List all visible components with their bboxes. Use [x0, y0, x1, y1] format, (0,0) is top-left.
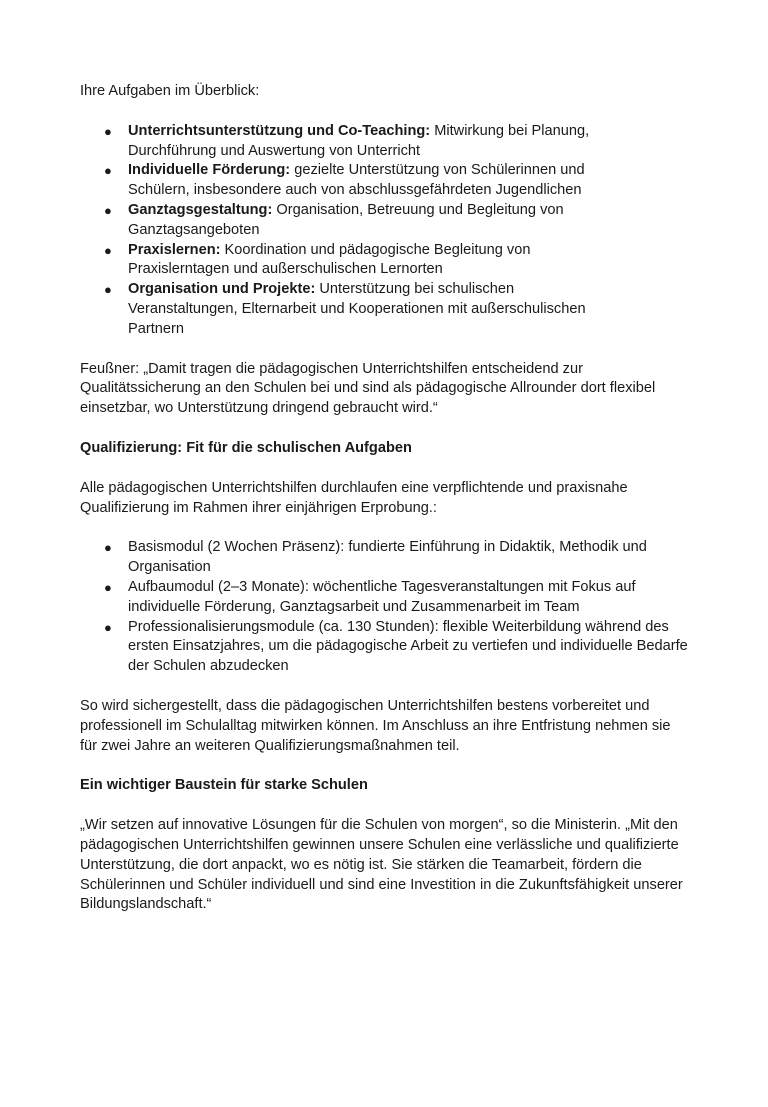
module-text: Aufbaumodul (2–3 Monate): wöchentliche Tagesveranstaltungen mit Fokus auf individuelle Förderung, Ganztagsarbeit und Zusammenarbeit im Team	[128, 578, 636, 615]
summary-paragraph: So wird sichergestellt, dass die pädagogischen Unterrichtshilfen bestens vorbereitet und professionell im Schulalltag mitwirken können. Im Anschluss an ihre Entfristung nehmen sie für zwei Jahre an weiteren Qualifizierungsmaßnahmen teil.	[80, 697, 671, 754]
list-item	[80, 241, 690, 281]
task-title: Individuelle Förderung:	[128, 162, 291, 179]
task-list	[80, 122, 690, 340]
list-item	[80, 201, 690, 241]
task-text: gezielte Unterstützung von Schülerinnen und Schülern, insbesondere auch von abschlussgefährdeten Jugendlichen	[128, 162, 585, 199]
qualification-paragraph: Alle pädagogischen Unterrichtshilfen durchlaufen eine verpflichtende und praxisnahe Qualifizierung im Rahmen ihrer einjährigen Erprobung.:	[80, 479, 628, 516]
module-text: Professionalisierungsmodule (ca. 130 Stunden): flexible Weiterbildung während des ersten Einsatzjahres, um die pädagogische Arbeit zu vertiefen und individuelle Bedarfe der Schulen abzudecken	[128, 618, 688, 675]
bullet-icon: ●	[104, 619, 112, 635]
list-item	[80, 538, 690, 578]
task-text: Organisation, Betreuung und Begleitung von Ganztagsangeboten	[128, 201, 564, 238]
document-page	[80, 82, 690, 915]
task-title: Organisation und Projekte:	[128, 281, 316, 298]
task-title: Unterrichtsunterstützung und Co-Teaching:	[128, 122, 431, 139]
bullet-icon: ●	[104, 163, 112, 179]
list-item	[80, 578, 690, 618]
list-item	[80, 618, 690, 677]
section-heading: Qualifizierung: Fit für die schulischen Aufgaben	[80, 439, 412, 456]
bullet-icon: ●	[104, 579, 112, 595]
task-text: Unterstützung bei schulischen Veranstaltungen, Elternarbeit und Kooperationen mit außerschulischen Partnern	[128, 281, 586, 337]
bullet-icon: ●	[104, 123, 112, 139]
module-text: Basismodul (2 Wochen Präsenz): fundierte Einführung in Didaktik, Methodik und Organisation	[128, 539, 647, 576]
quote-feussner: Feußner: „Damit tragen die pädagogischen Unterrichtshilfen entscheidend zur Qualitätssicherung an den Schulen bei und sind als pädagogische Allrounder dort flexibel einsetzbar, wo Unterstützung dringend gebraucht wird.“	[80, 360, 656, 417]
bullet-icon: ●	[104, 242, 112, 258]
quote-minister: „Wir setzen auf innovative Lösungen für die Schulen von morgen“, so die Ministerin. „Mit den pädagogischen Unterrichtshilfen gewinnen unsere Schulen eine verlässliche und qualifizierte Unterstützung, die dort anpackt, wo es nötig ist. Sie stärken die Teamarbeit, fördern die Schülerinnen und Schüler individuell und sind eine Investition in die Zukunftsfähigkeit unserer Bildungslandschaft.“	[80, 817, 683, 913]
task-title: Ganztagsgestaltung:	[128, 201, 273, 218]
bullet-icon: ●	[104, 282, 112, 298]
task-text: Koordination und pädagogische Begleitung von Praxislerntagen und außerschulischen Lernorten	[128, 241, 531, 278]
bullet-icon: ●	[104, 202, 112, 218]
module-list	[80, 538, 690, 677]
task-title: Praxislernen:	[128, 241, 221, 258]
task-text: Mitwirkung bei Planung, Durchführung und Auswertung von Unterricht	[128, 122, 590, 159]
intro-text: Ihre Aufgaben im Überblick:	[80, 83, 260, 99]
list-item	[80, 161, 690, 201]
list-item	[80, 280, 690, 339]
section-heading: Ein wichtiger Baustein für starke Schulen	[80, 777, 368, 794]
bullet-icon: ●	[104, 540, 112, 556]
list-item	[80, 122, 690, 162]
